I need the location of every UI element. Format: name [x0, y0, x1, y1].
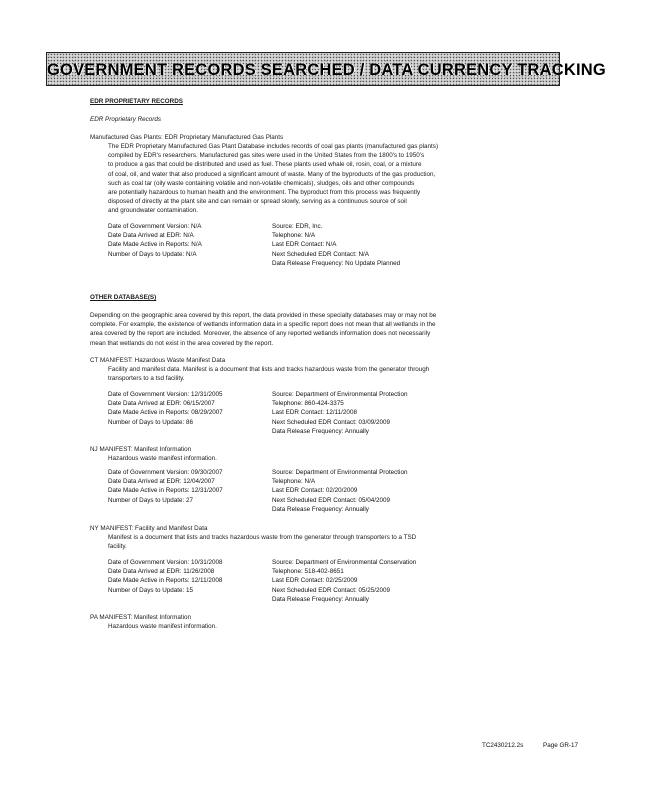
ny-arrived: Date Data Arrived at EDR: 11/26/2008 — [108, 568, 215, 576]
ct-frequency: Data Release Frequency: Annually — [272, 427, 369, 435]
mgp-days: Number of Days to Update: N/A — [108, 250, 197, 258]
mgp-frequency: Data Release Frequency: No Update Planned — [272, 259, 401, 267]
mgp-desc-line: compiled by EDR's researchers. Manufactured gas sites were used in the United States from the 1800's to 1950's — [108, 152, 425, 160]
mgp-desc-line: disposed of directly at the plant site and can remain or spread slowly, serving as a continuous source of soil — [108, 198, 407, 206]
mgp-next-contact: Next Scheduled EDR Contact: N/A — [272, 250, 369, 258]
edr-proprietary-heading: EDR PROPRIETARY RECORDS — [90, 98, 183, 105]
ct-next-contact: Next Scheduled EDR Contact: 03/09/2009 — [272, 418, 390, 426]
ct-manifest-title: CT MANIFEST: Hazardous Waste Manifest Data — [90, 357, 226, 364]
ct-source-info — [272, 390, 407, 436]
mgp-source-info — [272, 222, 400, 268]
ny-active: Date Made Active in Reports: 12/11/2008 — [108, 577, 223, 585]
nj-arrived: Date Data Arrived at EDR: 12/04/2007 — [108, 478, 215, 486]
ny-desc-line: facility. — [108, 543, 127, 551]
mgp-arrived: Date Data Arrived at EDR: N/A — [108, 232, 194, 240]
mgp-desc-line: such as coal tar (oily waste containing volatile and non-volatile chemicals), sludges, oils and other compounds — [108, 179, 415, 187]
ny-days: Number of Days to Update: 15 — [108, 586, 194, 594]
other-intro-line: Depending on the geographic area covered by this report, the data provided in these specialty databases may or may not be — [90, 312, 437, 319]
nj-telephone: Telephone: N/A — [272, 478, 316, 486]
ct-manifest-desc — [108, 365, 429, 383]
mgp-desc-line: are potentially hazardous to human health and the environment. The byproduct from this process was frequently — [108, 189, 421, 197]
ny-frequency: Data Release Frequency: Annually — [272, 595, 369, 603]
mgp-dates — [108, 222, 202, 259]
nj-manifest-title: NJ MANIFEST: Manifest Information — [90, 446, 192, 453]
ct-source: Source: Department of Environmental Protection — [272, 391, 408, 398]
nj-frequency: Data Release Frequency: Annually — [272, 505, 369, 513]
nj-manifest-desc — [108, 454, 217, 463]
nj-days: Number of Days to Update: 27 — [108, 496, 194, 504]
banner-title: GOVERNMENT RECORDS SEARCHED / DATA CURRENCY TRACKING — [47, 61, 606, 79]
mgp-desc-line: to produce a gas that could be distributed and used as fuel. These plants used whale oil, rosin, coal, or a mixture — [108, 161, 422, 169]
ny-dates — [108, 558, 222, 595]
other-intro-line: area covered by the report are included. Moreover, the absence of any reported wetlands information does not necessarily — [90, 330, 431, 338]
nj-desc-line: Hazardous waste manifest information. — [108, 455, 217, 462]
other-databases-heading: OTHER DATABASE(S) — [90, 294, 157, 301]
footer-doc-id: TC2430212.2s — [482, 742, 524, 749]
ny-manifest-desc — [108, 533, 416, 551]
edr-proprietary-subheading: EDR Proprietary Records — [90, 116, 162, 123]
ct-days: Number of Days to Update: 86 — [108, 418, 194, 426]
mgp-telephone: Telephone: N/A — [272, 232, 316, 240]
ny-next-contact: Next Scheduled EDR Contact: 05/25/2009 — [272, 586, 390, 594]
other-intro-line: mean that wetlands do not exist in the area covered by the report. — [90, 339, 274, 347]
ct-telephone: Telephone: 860-424-3375 — [272, 400, 344, 408]
ny-desc-line: Manifest is a document that lists and tracks hazardous waste from the generator through transporters to a TSD — [108, 534, 417, 541]
mgp-gov-version: Date of Government Version: N/A — [108, 223, 202, 230]
nj-gov-version: Date of Government Version: 09/30/2007 — [108, 469, 223, 476]
ny-telephone: Telephone: 518-402-8651 — [272, 568, 344, 576]
nj-dates — [108, 468, 223, 505]
nj-next-contact: Next Scheduled EDR Contact: 05/04/2009 — [272, 496, 390, 504]
ct-dates — [108, 390, 223, 427]
mgp-desc-line: of coal, oil, and water that also produced a significant amount of waste. Many of the byproducts of the gas production, — [108, 170, 436, 178]
ct-gov-version: Date of Government Version: 12/31/2005 — [108, 391, 223, 398]
ny-source-info — [272, 558, 416, 604]
pa-manifest-desc — [108, 622, 217, 631]
ct-active: Date Made Active in Reports: 08/29/2007 — [108, 409, 223, 417]
ct-arrived: Date Data Arrived at EDR: 06/15/2007 — [108, 400, 215, 408]
pa-desc-line: Hazardous waste manifest information. — [108, 623, 217, 630]
nj-source-info — [272, 468, 407, 514]
ct-last-contact: Last EDR Contact: 12/11/2008 — [272, 409, 357, 417]
mgp-desc-line: and groundwater contamination. — [108, 207, 198, 215]
section-banner — [46, 52, 606, 86]
ny-source: Source: Department of Environmental Conservation — [272, 559, 417, 566]
nj-source: Source: Department of Environmental Protection — [272, 469, 408, 476]
ct-desc-line: transporters to a tsd facility. — [108, 375, 185, 383]
nj-active: Date Made Active in Reports: 12/31/2007 — [108, 487, 223, 495]
mgp-desc-line: The EDR Proprietary Manufactured Gas Plant Database includes records of coal gas plants (manufactured gas plants) — [108, 143, 439, 150]
mgp-source: Source: EDR, Inc. — [272, 223, 323, 230]
other-intro — [90, 311, 436, 348]
ny-gov-version: Date of Government Version: 10/31/2008 — [108, 559, 223, 566]
mgp-last-contact: Last EDR Contact: N/A — [272, 241, 337, 249]
ct-desc-line: Facility and manifest data. Manifest is a document that lists and tracks hazardous waste from the generator through — [108, 366, 430, 373]
footer-page-number: Page GR-17 — [543, 742, 579, 749]
ny-last-contact: Last EDR Contact: 02/25/2009 — [272, 577, 358, 585]
mgp-active: Date Made Active in Reports: N/A — [108, 241, 202, 249]
mgp-description — [108, 142, 438, 216]
other-intro-line: complete. For example, the existence of wetlands information data in a specific report does not mean that all wetlands in the — [90, 321, 436, 329]
nj-last-contact: Last EDR Contact: 02/20/2009 — [272, 487, 358, 495]
ny-manifest-title: NY MANIFEST: Facility and Manifest Data — [90, 525, 208, 532]
mgp-title: Manufactured Gas Plants: EDR Proprietary Manufactured Gas Plants — [90, 134, 284, 141]
pa-manifest-title: PA MANIFEST: Manifest Information — [90, 614, 192, 621]
